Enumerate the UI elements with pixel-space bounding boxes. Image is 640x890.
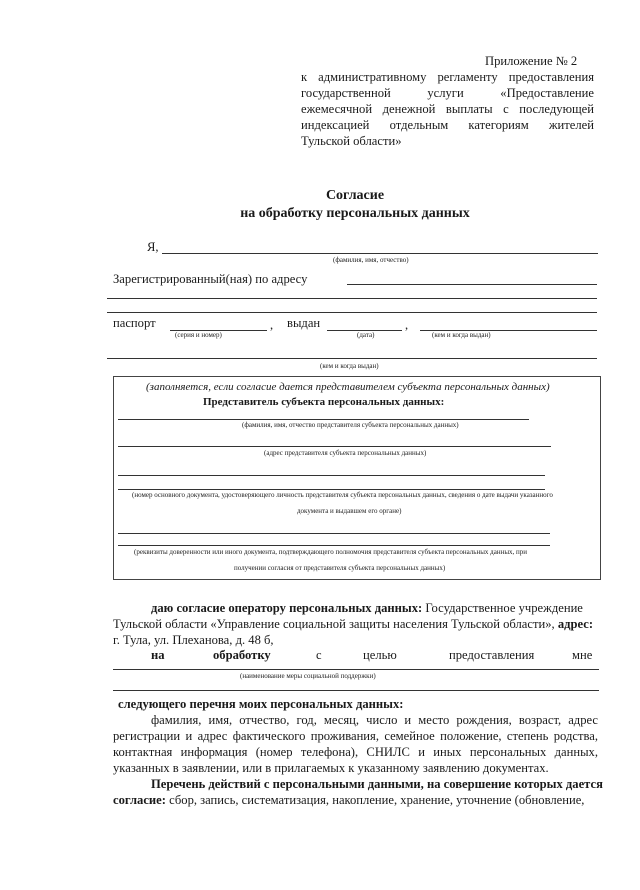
address-field-2[interactable] xyxy=(107,298,597,299)
comma-2: , xyxy=(405,318,409,332)
list-title: следующего перечня моих персональных данных: xyxy=(118,697,404,711)
representative-box xyxy=(113,376,601,580)
address-field-1[interactable] xyxy=(347,284,597,285)
actions-line-2 xyxy=(113,793,584,808)
list-line-2: регистрации и адрес фактического проживания, семейное положение, степень родства, xyxy=(113,729,598,743)
representative-note: (заполняется, если согласие дается представителем субъекта персональных данных) xyxy=(146,381,550,393)
actions-list: сбор, запись, систематизация, накопление, хранение, уточнение (обновление, xyxy=(165,793,585,807)
ya-label: Я, xyxy=(147,240,159,254)
when-hint: (кем и когда выдан) xyxy=(432,331,491,339)
consent-operator-bold: даю согласие оператору персональных данных: xyxy=(151,601,423,615)
word-celyu: целью xyxy=(363,648,397,662)
comma-1: , xyxy=(270,318,274,332)
address-field-3[interactable] xyxy=(107,312,597,313)
issued-by-line-2[interactable] xyxy=(107,358,597,359)
rep-address-hint: (адрес представителя субъекта персональных данных) xyxy=(264,449,427,457)
rep-doc-field-2[interactable] xyxy=(118,489,545,490)
registered-label: Зарегистрированный(ная) по адресу xyxy=(113,272,308,286)
rep-power-field-1[interactable] xyxy=(118,533,550,534)
fio-hint: (фамилия, имя, отчество) xyxy=(333,256,409,264)
representative-title: Представитель субъекта персональных данных: xyxy=(203,396,445,408)
consent-line-1 xyxy=(151,601,583,616)
who-hint: (кем и когда выдан) xyxy=(320,362,379,370)
consent-line-2 xyxy=(113,617,593,632)
rep-doc-field-1[interactable] xyxy=(118,475,545,476)
actions-line-1: Перечень действий с персональными данными, на совершение которых дается xyxy=(151,777,603,791)
list-line-4: указанных в заявлении, или в прилагаемых к указанному заявлению документах. xyxy=(113,761,549,775)
operator-address: г. Тула, ул. Плеханова, д. 48 б, xyxy=(113,633,274,647)
fio-field[interactable] xyxy=(162,253,598,254)
rep-power-hint-1: (реквизиты доверенности или иного документа, подтверждающего полномочия представителя субъекта персональных данных, при xyxy=(134,548,528,556)
rep-doc-hint-2: документа и выдавшем его органе) xyxy=(297,507,402,515)
list-line-1: фамилия, имя, отчество, год, месяц, число и место рождения, возраст, адрес xyxy=(151,713,598,727)
appendix-line-3: ежемесячной денежной выплаты с последующей xyxy=(301,102,594,116)
word-obrabotku: обработку xyxy=(213,648,271,662)
doc-title: Согласие xyxy=(325,188,385,203)
rep-fio-field[interactable] xyxy=(118,419,529,420)
appendix-line-5: Тульской области» xyxy=(301,134,402,148)
address-label-bold: адрес: xyxy=(554,617,594,631)
appendix-line-4: индексацией отдельным категориям жителей xyxy=(301,118,594,132)
passport-label: паспорт xyxy=(113,316,156,330)
appendix-title: Приложение № 2 xyxy=(485,54,578,68)
word-na: на xyxy=(151,648,165,662)
date-hint: (дата) xyxy=(357,331,375,339)
word-mne: мне xyxy=(572,648,593,662)
actions-consent-bold: согласие: xyxy=(113,793,166,807)
series-hint: (серия и номер) xyxy=(175,331,222,339)
issued-label: выдан xyxy=(287,316,321,330)
appendix-line-1: к административному регламенту предоставления xyxy=(301,70,594,84)
operator-name: Тульской области «Управление социальной защиты населения Тульской области», xyxy=(113,617,555,631)
appendix-line-2: государственной услуги «Предоставление xyxy=(301,86,594,100)
word-predostavleniya: предоставления xyxy=(449,648,535,662)
measure-field[interactable] xyxy=(113,669,599,670)
rep-power-hint-2: получении согласия от представителя субъекта персональных данных) xyxy=(234,564,446,572)
rep-address-field[interactable] xyxy=(118,446,551,447)
consent-operator-rest: Государственное учреждение xyxy=(422,601,583,615)
rep-doc-hint-1: (номер основного документа, удостоверяющего личность представителя субъекта персональных данных, сведения о дате выдачи указанного xyxy=(132,491,553,499)
rep-power-field-2[interactable] xyxy=(118,545,550,546)
doc-subtitle: на обработку персональных данных xyxy=(240,206,470,221)
list-line-3: контактная информация (номер телефона), СНИЛС и иных персональных данных, xyxy=(113,745,598,759)
rep-fio-hint: (фамилия, имя, отчество представителя субъекта персональных данных) xyxy=(242,421,459,429)
word-s: с xyxy=(316,648,322,662)
measure-field-2[interactable] xyxy=(113,690,599,691)
measure-hint: (наименование меры социальной поддержки) xyxy=(240,672,376,680)
